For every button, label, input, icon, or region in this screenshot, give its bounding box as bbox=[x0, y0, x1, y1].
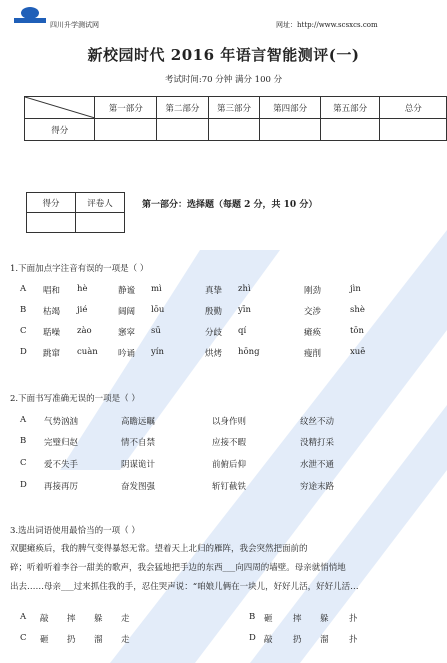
pinyin: hōng bbox=[238, 347, 260, 357]
q3-option[interactable] bbox=[0, 612, 447, 626]
phrase: 爱不失手 bbox=[44, 460, 79, 470]
score-header: 第一部分 bbox=[95, 97, 157, 119]
char: 敲 bbox=[264, 635, 273, 645]
q3-option[interactable] bbox=[0, 633, 447, 647]
char: 敲 bbox=[40, 614, 49, 624]
char: 走 bbox=[121, 635, 130, 645]
score-cell[interactable] bbox=[260, 119, 321, 141]
passage-line: 出去……母亲___过来抓住我的手，忍住哭声说：“咱娘儿俩在一块儿，好好儿活，好好儿活… bbox=[10, 582, 359, 592]
option-letter: A bbox=[20, 612, 27, 622]
q1-option[interactable] bbox=[0, 284, 447, 298]
q3-stem: 3.选出词语使用最恰当的一项（ ） bbox=[10, 526, 140, 536]
score-header: 总分 bbox=[380, 97, 447, 119]
char: 躲 bbox=[320, 614, 329, 624]
grader-score-label: 得分 bbox=[27, 193, 76, 213]
part1-heading: 第一部分：选择题（每题 2 分，共 10 分） bbox=[142, 200, 318, 210]
word: 聒噪 bbox=[43, 328, 61, 338]
char: 走 bbox=[121, 614, 130, 624]
pinyin: yīn bbox=[238, 305, 251, 315]
q2-option[interactable] bbox=[0, 436, 447, 450]
q1-stem: 1.下面加点字注音有误的一项是（ ） bbox=[10, 264, 149, 274]
pinyin: mì bbox=[151, 284, 162, 294]
q1-option[interactable] bbox=[0, 347, 447, 361]
word: 跳窜 bbox=[43, 349, 61, 359]
score-header: 第五部分 bbox=[320, 97, 380, 119]
word: 吟诵 bbox=[118, 349, 136, 359]
char: 溜 bbox=[320, 635, 329, 645]
word: 静谧 bbox=[118, 286, 136, 296]
option-letter: D bbox=[20, 347, 27, 357]
score-cell[interactable] bbox=[380, 119, 447, 141]
word: 唱和 bbox=[43, 286, 61, 296]
score-cell[interactable] bbox=[320, 119, 380, 141]
exam-title: 新校园时代 2016 年语言智能测评(一) bbox=[87, 46, 360, 64]
score-table-corner bbox=[25, 97, 95, 119]
score-header: 第二部分 bbox=[157, 97, 209, 119]
phrase: 完璧归赵 bbox=[44, 438, 79, 448]
word: 刚劲 bbox=[304, 286, 322, 296]
q3-passage bbox=[10, 540, 447, 597]
pinyin: zào bbox=[77, 326, 92, 336]
pinyin: yín bbox=[151, 347, 164, 357]
phrase: 应接不暇 bbox=[212, 438, 247, 448]
site-url[interactable]: 网址：http://www.scsxcs.com bbox=[276, 21, 378, 29]
phrase: 再接再厉 bbox=[44, 482, 79, 492]
char: 扔 bbox=[67, 635, 76, 645]
phrase: 高瞻远瞩 bbox=[121, 417, 156, 427]
pinyin: qí bbox=[238, 326, 247, 336]
option-letter: B bbox=[249, 612, 256, 622]
phrase: 以身作则 bbox=[212, 417, 247, 427]
word: 瘫痪 bbox=[304, 328, 322, 338]
score-table bbox=[24, 96, 447, 141]
phrase: 穷途末路 bbox=[300, 482, 335, 492]
site-name: 四川升学测试网 bbox=[50, 21, 99, 29]
score-header: 第四部分 bbox=[260, 97, 321, 119]
q2-option[interactable] bbox=[0, 480, 447, 494]
pinyin: zhì bbox=[238, 284, 251, 294]
phrase: 纹丝不动 bbox=[300, 417, 335, 427]
pinyin: lōu bbox=[151, 305, 165, 315]
word: 殷勤 bbox=[205, 307, 223, 317]
phrase: 气势汹汹 bbox=[44, 417, 79, 427]
exam-subtitle: 考试时间:70 分钟 满分 100 分 bbox=[164, 75, 283, 85]
char: 砸 bbox=[264, 614, 273, 624]
phrase: 奋发图强 bbox=[121, 482, 156, 492]
pinyin: jìn bbox=[350, 284, 361, 294]
score-header: 第三部分 bbox=[208, 97, 260, 119]
option-letter: C bbox=[20, 326, 27, 336]
page-header bbox=[14, 6, 434, 28]
char: 扑 bbox=[349, 635, 358, 645]
score-cell[interactable] bbox=[208, 119, 260, 141]
word: 烘烤 bbox=[205, 349, 223, 359]
char: 扔 bbox=[293, 635, 302, 645]
option-letter: B bbox=[20, 305, 27, 315]
option-letter: A bbox=[20, 284, 27, 294]
pinyin: cuàn bbox=[77, 347, 98, 357]
option-letter: C bbox=[20, 633, 27, 643]
option-letter: B bbox=[20, 436, 27, 446]
pinyin: tōn bbox=[350, 326, 365, 336]
word: 分歧 bbox=[205, 328, 223, 338]
score-cell[interactable] bbox=[95, 119, 157, 141]
char: 砸 bbox=[40, 635, 49, 645]
char: 摔 bbox=[67, 614, 76, 624]
q2-option[interactable] bbox=[0, 458, 447, 472]
char: 溜 bbox=[94, 635, 103, 645]
phrase: 没精打采 bbox=[300, 438, 335, 448]
phrase: 前俯后仰 bbox=[212, 460, 247, 470]
char: 摔 bbox=[293, 614, 302, 624]
score-row-label: 得分 bbox=[25, 119, 95, 141]
option-letter: A bbox=[20, 415, 27, 425]
word: 瘦削 bbox=[304, 349, 322, 359]
pinyin: shè bbox=[350, 305, 365, 315]
phrase: 水泄不通 bbox=[300, 460, 335, 470]
pinyin: sū bbox=[151, 326, 161, 336]
q2-option[interactable] bbox=[0, 415, 447, 429]
grader-name-cell[interactable] bbox=[76, 213, 125, 233]
char: 躲 bbox=[94, 614, 103, 624]
score-cell[interactable] bbox=[157, 119, 209, 141]
q1-option[interactable] bbox=[0, 305, 447, 319]
grader-table bbox=[26, 192, 125, 233]
pinyin: hè bbox=[77, 284, 88, 294]
phrase: 阴谋诡计 bbox=[121, 460, 156, 470]
word: 真挚 bbox=[205, 286, 223, 296]
word: 枯竭 bbox=[43, 307, 61, 317]
word: 窸窣 bbox=[118, 328, 136, 338]
word: 阔阔 bbox=[118, 307, 136, 317]
option-letter: D bbox=[249, 633, 256, 643]
site-logo-icon bbox=[14, 6, 46, 24]
word: 交涉 bbox=[304, 307, 322, 317]
grader-score-cell[interactable] bbox=[27, 213, 76, 233]
option-letter: D bbox=[20, 480, 27, 490]
grader-name-label: 评卷人 bbox=[76, 193, 125, 213]
passage-line: 双腿瘫痪后，我的脾气变得暴怒无常。望着天上北归的雁阵，我会突然把面前的 bbox=[10, 544, 308, 554]
char: 扑 bbox=[349, 614, 358, 624]
pinyin: jié bbox=[77, 305, 88, 315]
phrase: 斩钉截铁 bbox=[212, 482, 247, 492]
q2-stem: 2.下面书写准确无误的一项是（ ） bbox=[10, 394, 140, 404]
phrase: 情不自禁 bbox=[121, 438, 156, 448]
pinyin: xuē bbox=[350, 347, 366, 357]
passage-line: 碎；听着听着李谷一甜美的歌声，我会猛地把手边的东西___向四周的墙壁。母亲就悄悄地 bbox=[10, 563, 346, 573]
q1-option[interactable] bbox=[0, 326, 447, 340]
option-letter: C bbox=[20, 458, 27, 468]
